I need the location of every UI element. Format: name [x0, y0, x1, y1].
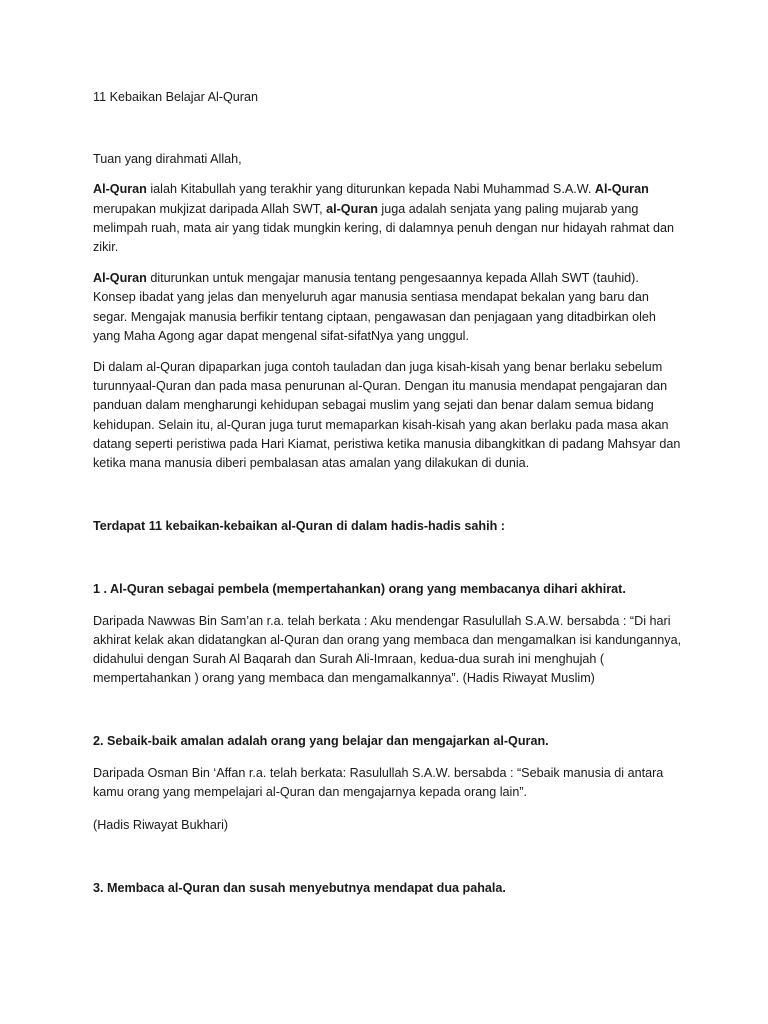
section-1-heading: 1 . Al-Quran sebagai pembela (mempertahankan) orang yang membacanya dihari akhirat. — [93, 582, 626, 597]
greeting: Tuan yang dirahmati Allah, — [93, 152, 242, 167]
paragraph-2 — [93, 269, 683, 346]
paragraph-1-lead-2: Al-Quran — [594, 182, 649, 197]
paragraph-1-lead-3: al-Quran — [326, 201, 378, 216]
paragraph-1-text-1: ialah Kitabullah yang terakhir yang diturunkan kepada Nabi Muhammad S.A.W. — [146, 182, 595, 197]
section-2-source: (Hadis Riwayat Bukhari) — [93, 818, 229, 833]
document-title: 11 Kebaikan Belajar Al-Quran — [93, 90, 258, 104]
section-3-heading: 3. Membaca al-Quran dan susah menyebutnya mendapat dua pahala. — [93, 881, 506, 896]
paragraph-1-text-3: juga adalah senjata yang paling mujarab yang melimpah ruah, mata air yang tidak mungkin kering, di dalamnya penuh dengan nur hidayah rahmat dan zikir. — [93, 201, 675, 255]
paragraph-1 — [93, 180, 683, 257]
document-body — [93, 88, 683, 910]
intro-heading: Terdapat 11 kebaikan-kebaikan al-Quran di dalam hadis-hadis sahih : — [93, 519, 505, 534]
paragraph-1-text-2: merupakan mukjizat daripada Allah SWT, — [93, 201, 327, 216]
paragraph-1-lead: Al-Quran — [93, 182, 147, 197]
section-2-body: Daripada Osman Bin ‘Affan r.a. telah berkata: Rasulullah S.A.W. bersabda : “Sebaik manusia di antara kamu orang yang mempelajari al-Quran dan mengajarnya kepada orang lain”. — [93, 765, 664, 799]
section-2-heading: 2. Sebaik-baik amalan adalah orang yang belajar dan mengajarkan al-Quran. — [93, 734, 549, 749]
paragraph-3: Di dalam al-Quran dipaparkan juga contoh tauladan dan juga kisah-kisah yang benar berlaku sebelum turunnyaal-Quran dan pada masa penurunan al-Quran. Dengan itu manusia mendapat pengajaran dan panduan dalam mengharungi kehidupan sebagai muslim yang sejati dan benar dalam semua bidang kehidupan. Selain itu, al-Quran juga turut memaparkan kisah-kisah yang akan berlaku pada masa akan datang seperti peristiwa pada Hari Kiamat, peristiwa ketika manusia dibangkitkan di padang Mahsyar dan ketika mana manusia diberi pembalasan atas amalan yang dilakukan di dunia. — [93, 360, 681, 471]
section-1-body: Daripada Nawwas Bin Sam’an r.a. telah berkata : Aku mendengar Rasulullah S.A.W. bersabda : “Di hari akhirat kelak akan didatangkan al-Quran dan orang yang membaca dan mengamalkan isi kandungannya, didahului dengan Surah Al Baqarah dan Surah Ali-Imraan, kedua-dua surah ini menghujah ( mempertahankan ) orang yang membaca dan mengamalkannya”. (Hadis Riwayat Muslim) — [93, 613, 682, 686]
paragraph-2-text: diturunkan untuk mengajar manusia tentang pengesaannya kepada Allah SWT (tauhid). Konsep ibadat yang jelas dan menyeluruh agar manusia sentiasa mendapat bekalan yang baru dan segar. Mengajak manusia berfikir tentang ciptaan, pengawasan dan penjagaan yang ditadbirkan oleh yang Maha Agong agar dapat mengenal sifat-sifatNya yang unggul. — [93, 271, 656, 343]
paragraph-2-lead: Al-Quran — [93, 271, 147, 286]
